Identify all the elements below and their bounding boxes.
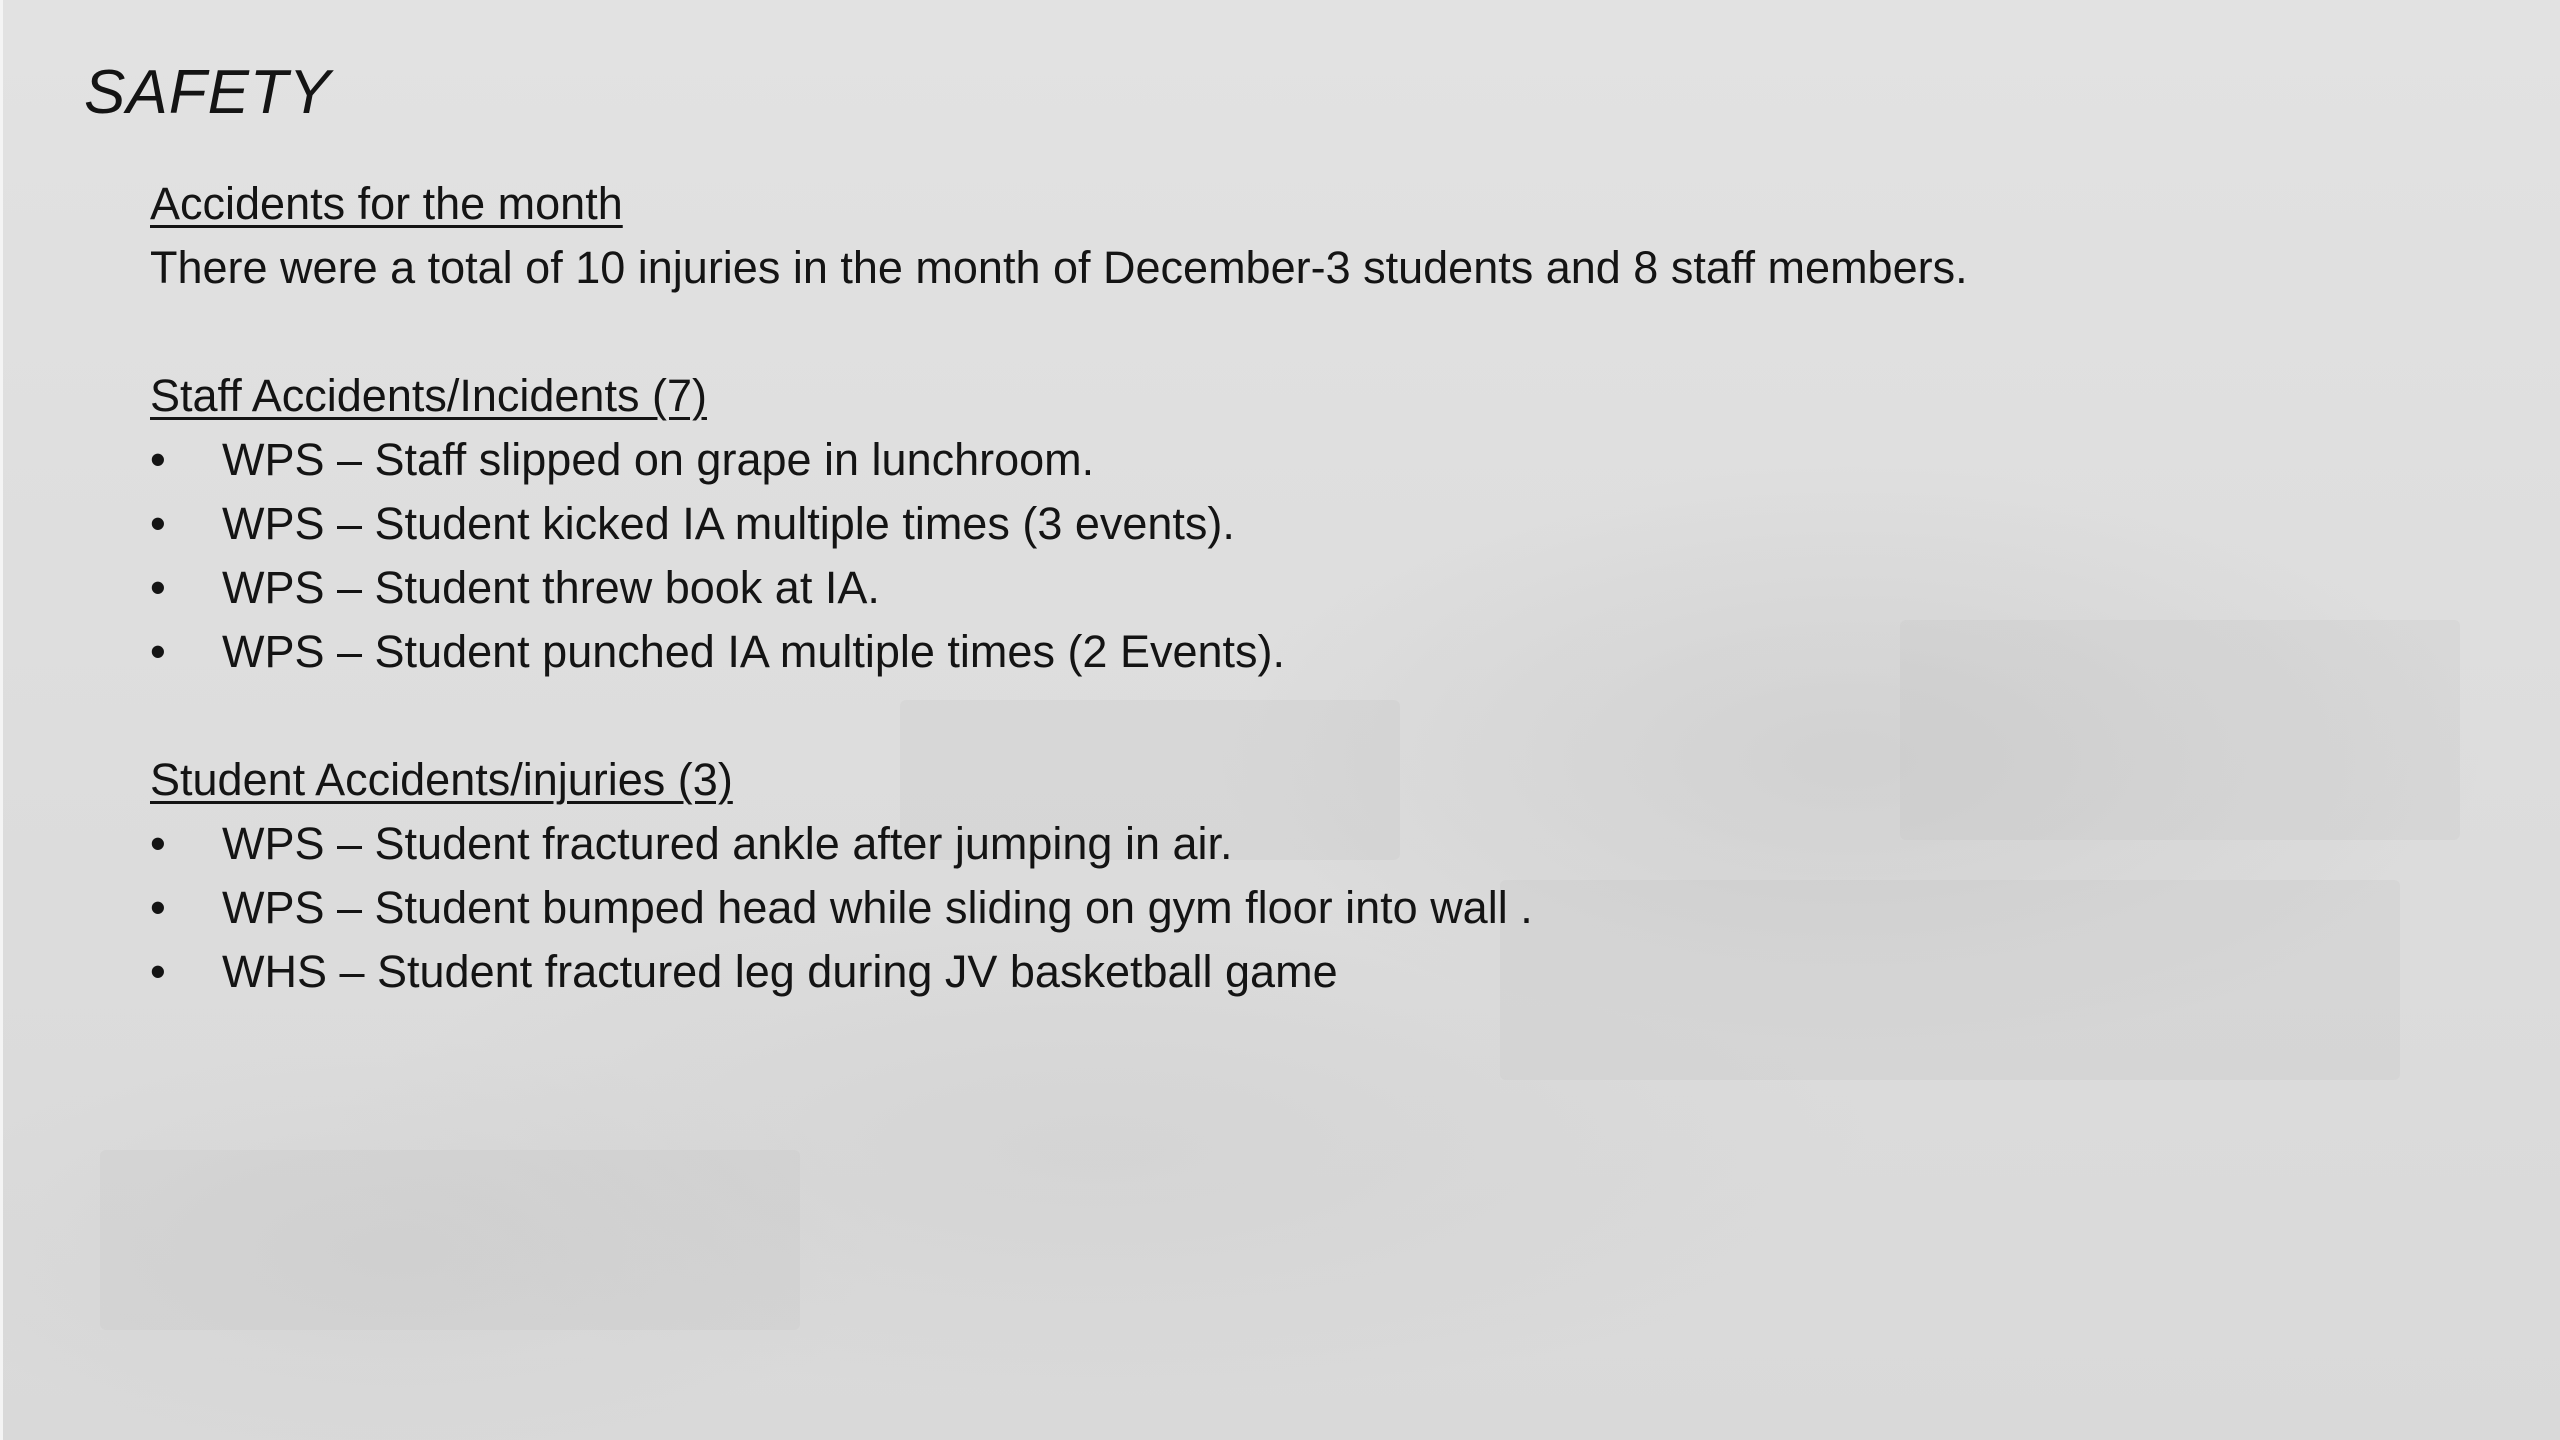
- list-item-text: WPS – Staff slipped on grape in lunchroom.: [222, 434, 1095, 485]
- bullet-icon: •: [150, 562, 166, 613]
- list-item: [150, 428, 2450, 492]
- section-heading-accidents-month: Accidents for the month: [150, 178, 623, 229]
- section-spacer: [150, 300, 2450, 364]
- list-item-text: WPS – Student kicked IA multiple times (3 events).: [222, 498, 1235, 549]
- slide-left-edge: [0, 0, 3, 1440]
- list-item: [150, 940, 2450, 1004]
- section-heading-staff-accidents: Staff Accidents/Incidents (7): [150, 370, 707, 421]
- list-item-text: WPS – Student punched IA multiple times (2 Events).: [222, 626, 1286, 677]
- bullet-icon: •: [150, 498, 166, 549]
- bullet-icon: •: [150, 818, 166, 869]
- student-accidents-list: [150, 812, 2450, 1004]
- list-item: [150, 876, 2450, 940]
- list-item: [150, 620, 2450, 684]
- list-item-text: WPS – Student bumped head while sliding on gym floor into wall .: [222, 882, 1533, 933]
- list-item-text: WPS – Student fractured ankle after jumping in air.: [222, 818, 1233, 869]
- staff-accidents-list: [150, 428, 2450, 684]
- background-texture-shape: [100, 1150, 800, 1330]
- list-item: [150, 812, 2450, 876]
- slide-title: SAFETY: [84, 58, 332, 127]
- slide-content: [150, 172, 2450, 1004]
- section-spacer: [150, 684, 2450, 748]
- list-item-text: WPS – Student threw book at IA.: [222, 562, 880, 613]
- section-paragraph-summary: There were a total of 10 injuries in the month of December-3 students and 8 staff members.: [150, 242, 1968, 293]
- bullet-icon: •: [150, 434, 166, 485]
- section-heading-student-accidents: Student Accidents/injuries (3): [150, 754, 733, 805]
- bullet-icon: •: [150, 882, 166, 933]
- bullet-icon: •: [150, 946, 166, 997]
- list-item-text: WHS – Student fractured leg during JV basketball game: [222, 946, 1338, 997]
- list-item: [150, 492, 2450, 556]
- bullet-icon: •: [150, 626, 166, 677]
- list-item: [150, 556, 2450, 620]
